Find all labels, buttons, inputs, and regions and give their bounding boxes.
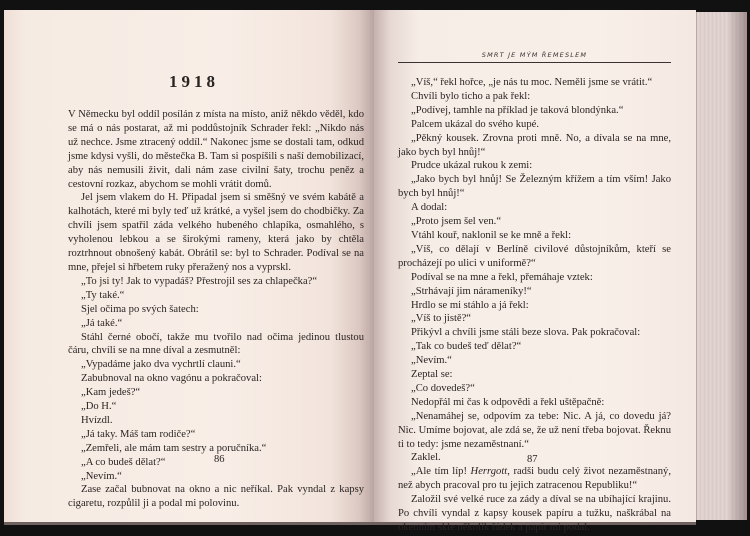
paragraph: „Podívej, tamhle na příklad je taková blondýnka.“ (411, 104, 624, 116)
paragraph: „Co dovedeš?“ (411, 382, 475, 394)
paragraph: Prudce ukázal rukou k zemi: (411, 160, 533, 172)
paragraph: Zaklel. (411, 452, 441, 464)
page-number-left: 86 (214, 454, 225, 465)
italic-word: Herrgott (470, 466, 508, 478)
paragraph-with-italic (398, 465, 671, 493)
paragraph: „A co budeš dělat?“ (81, 456, 166, 468)
text-segment: , radši budu celý život nezaměstnaný, než abych pracoval pro tu jejich zatracenou Republiku!“ (398, 466, 671, 492)
paragraph: „Vypadáme jako dva vychrtlí clauni.“ (81, 359, 241, 371)
paragraph: Zase začal bubnovat na okno a nic neříkal. Pak vyndal z kapsy cigaretu, rozpůlil ji a podal mi polovinu. (68, 484, 364, 510)
chapter-heading: 1918 (169, 72, 219, 91)
paragraph: „Nevím.“ (81, 470, 122, 482)
page-number-right: 87 (527, 454, 538, 465)
paragraph: „Já taky. Máš tam rodiče?“ (81, 428, 196, 440)
left-page-text (68, 108, 364, 511)
paragraph: Jel jsem vlakem do H. Připadal jsem si směšný ve svém kabátě a kalhotách, které mi byly teď už krátké, a vyšel jsem do chodbičky. Za chvíli jsem spatřil záda velkého hubeného chlapíka, osmahlého, s vyholenou lebkou a se širokými rameny, která jako by chtěla roztrhnout obnošený kabát. Obrátil se: byl to Schrader. Podíval se na mne, přejel si hřbetem ruky přeražený nos a vyprskl. (68, 192, 364, 273)
paragraph: A dodal: (411, 202, 448, 214)
paragraph: Stáhl černé obočí, takže mu tvořilo nad očima jedinou tlustou čáru, chvíli se na mne díval a zesmutněl: (68, 331, 364, 357)
paragraph: „Jako bych byl hnůj! Se Železným křížem a tím vším! Jako bych byl hnůj!“ (398, 174, 671, 200)
right-page (374, 10, 696, 533)
paragraph: V Německu byl oddíl posílán z místa na místo, aniž někdo věděl, kdo se má o nás postarat, až mi poddůstojník Schrader řekl: „Nikdo nás už nechce. Jsme ztracený oddíl.“ Nakonec jsme se dostali tam, odkud jsme kdysi vyšli, do městečka B. Tam si pospíšili s naší demobilizací, aby nás nemusili živit, dali nám zase civilní šaty, trochu peněz a cestovní rozkaz, abychom se mohli vrátit domů. (68, 109, 364, 190)
paragraph: Zeptal se: (411, 369, 453, 381)
paragraph: Přikývl a chvíli jsme stáli beze slova. Pak pokračoval: (411, 327, 641, 339)
paragraph: „Víš,“ řekl hořce, „je nás tu moc. Neměli jsme se vrátit.“ (411, 77, 653, 88)
paragraph: „Zemřeli, ale mám tam sestry a poručníka.“ (81, 442, 267, 454)
paragraph: „Ty také.“ (81, 289, 125, 301)
paragraph: „Proto jsem šel ven.“ (411, 216, 502, 228)
paragraph: Podíval se na mne a řekl, přemáhaje vztek: (411, 271, 593, 283)
page-edges (696, 12, 747, 520)
running-head: SMRT JE MÝM ŘEMESLEM (398, 51, 671, 63)
paragraph: „To jsi ty! Jak to vypadáš? Přestrojil ses za chlapečka?“ (81, 275, 318, 287)
paragraph: „Strhávají jim nárameníky!“ (411, 285, 532, 297)
paragraph: „Kam jedeš?“ (81, 387, 141, 399)
paragraph: „Nevím.“ (411, 355, 452, 367)
left-page (4, 10, 374, 525)
paragraph: „Nenamáhej se, odpovím za tebe: Nic. A já, co dovedu já? Nic. Umíme bojovat, ale zdá se, že už není třeba bojovat. Řeknu ti to tedy: jsme nezaměstnaní.“ (398, 410, 671, 450)
paragraph: Vtáhl kouř, naklonil se ke mně a řekl: (411, 229, 572, 241)
paragraph: „Víš to jistě?“ (411, 313, 472, 325)
paragraph: „Do H.“ (81, 401, 117, 413)
paragraph: „Já také.“ (81, 317, 123, 329)
paragraph: „Pěkný kousek. Zrovna proti mně. No, a dívala se na mne, jako bych byl hnůj!“ (398, 132, 671, 158)
paragraph: Palcem ukázal do svého kupé. (411, 118, 539, 130)
paragraph: Založil své velké ruce za zády a díval se na ubíhající krajinu. Po chvíli vyndal z kapsy kousek papíru a tužku, naškrábal na okenním skle několik řádek a papír mi podal. (398, 494, 671, 533)
paragraph: „Tak co budeš teď dělat?“ (411, 341, 522, 353)
paragraph: „Víš, co dělají v Berlíně civilové důstojníkům, kteří se procházejí po ulici v uniformě?“ (398, 243, 671, 269)
right-page-text (398, 76, 671, 535)
paragraph: Zabubnoval na okno vagónu a pokračoval: (81, 373, 262, 385)
paragraph: Chvíli bylo ticho a pak řekl: (411, 90, 531, 102)
paragraph: Hrdlo se mi stáhlo a já řekl: (411, 299, 529, 311)
paragraph: Nedopřál mi čas k odpovědi a řekl uštěpačně: (411, 396, 605, 408)
text-segment: „Ale tím líp! (411, 466, 471, 478)
paragraph: Hvízdl. (81, 414, 113, 426)
open-book (4, 10, 746, 533)
paragraph: Sjel očima po svých šatech: (81, 303, 199, 315)
